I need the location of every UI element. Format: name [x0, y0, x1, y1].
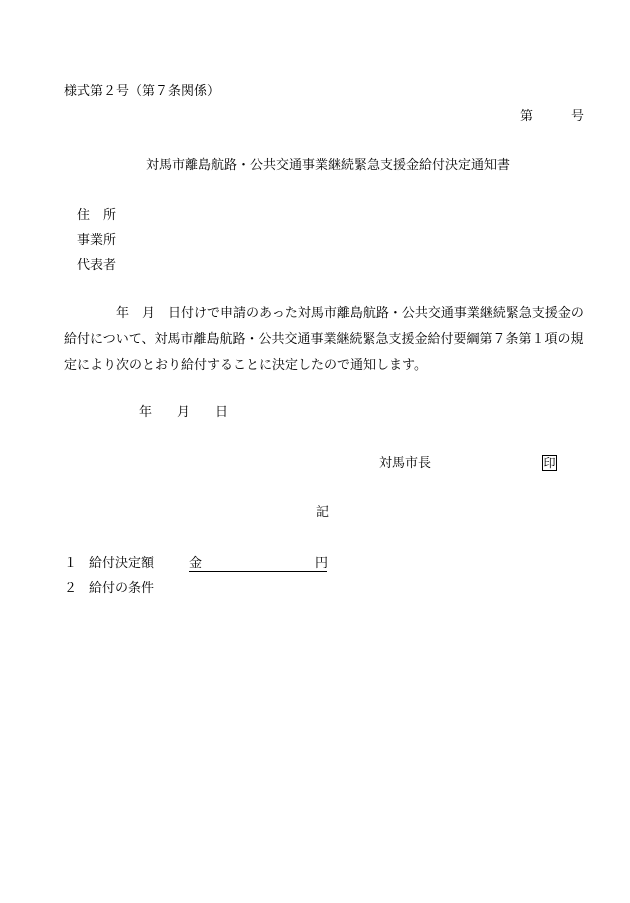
office-label: 事業所: [77, 233, 117, 248]
ki-heading: 記: [316, 505, 330, 520]
representative-label: 代表者: [77, 258, 117, 273]
item-number: ２: [64, 581, 78, 596]
item-label: 給付決定額: [89, 556, 155, 571]
address-label: 住 所: [77, 208, 117, 223]
form-label: 様式第２号（第７条関係）: [64, 84, 221, 99]
date-year: 年: [139, 405, 153, 420]
amount-field: [189, 556, 327, 572]
seal-mark: 印: [543, 456, 556, 470]
issuer-title: 対馬市長: [379, 456, 432, 471]
item-label: 給付の条件: [89, 581, 155, 596]
date-day: 日: [215, 405, 229, 420]
number-suffix: 号: [571, 109, 585, 124]
body-paragraph: 年 月 日付けで申請のあった対馬市離島航路・公共交通事業継続緊急支援金の給付について、対馬市離島航路・公共交通事業継続緊急支援金給付要綱第７条第１項の規定により次のとおり給付することに決定したので通知します。: [64, 306, 584, 373]
item-number: １: [64, 556, 78, 571]
amount-suffix: 円: [315, 556, 329, 571]
amount-prefix: 金: [189, 556, 203, 571]
page-title: 対馬市離島航路・公共交通事業継続緊急支援金給付決定通知書: [146, 158, 511, 173]
date-month: 月: [177, 405, 191, 420]
number-prefix: 第: [520, 109, 534, 124]
